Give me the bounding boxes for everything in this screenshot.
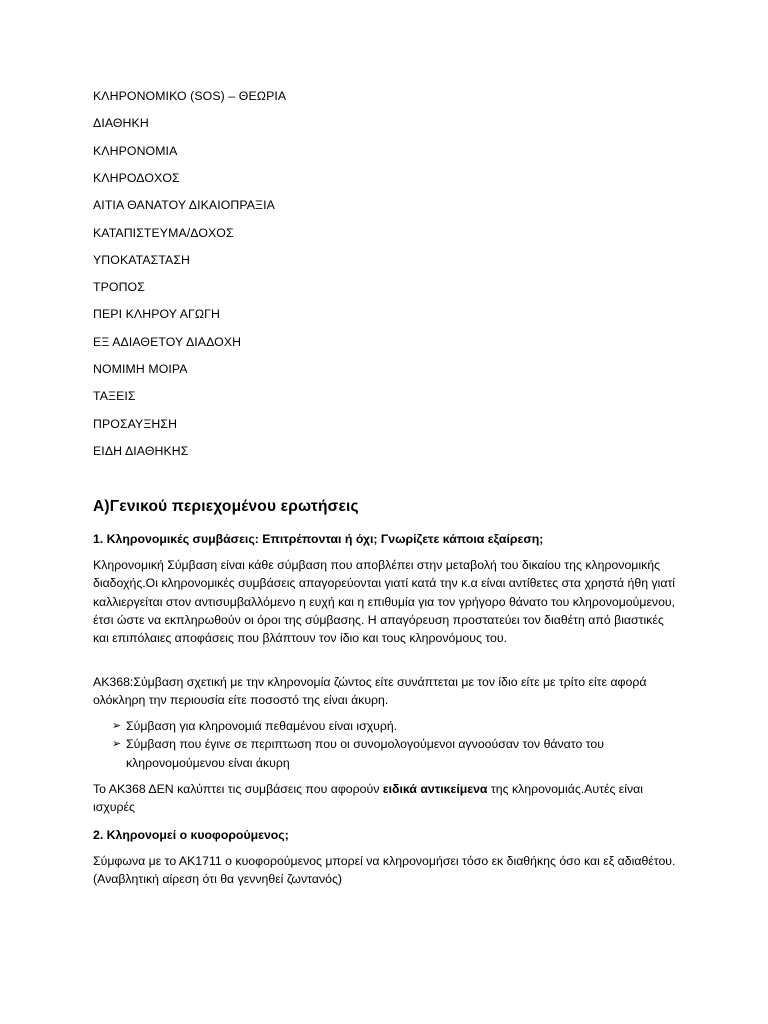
ak368-paragraph: ΑΚ368:Σύμβαση σχετική με την κληρονομία ζώντος είτε συνάπτεται με τον ίδιο είτε με τρίτο είτε αφορά ολόκληρη την περιουσία είτε ποσοστό της είναι άκυρη.: [93, 675, 647, 708]
topic-item: ΥΠΟΚΑΤΑΣΤΑΣΗ: [93, 253, 191, 267]
topic-item: ΚΛΗΡΟΔΟΧΟΣ: [93, 171, 180, 185]
bullet-text: Σύμβαση που έγινε σε περιπτωση που οι συνομολογούμενοι αγνοούσαν τον θάνατο του κληρονομούμενου είναι άκυρη: [126, 737, 604, 770]
topic-item: ΠΕΡΙ ΚΛΗΡΟΥ ΑΓΩΓΗ: [93, 307, 221, 321]
answer-2-paragraph: Σύμφωνα με το ΑΚ1711 ο κυοφορούμενος μπορεί να κληρονομήσει τόσο εκ διαθήκης όσο και εξ αδιαθέτου.(Αναβλητική αίρεση ότι θα γεννηθεί ζωντανός): [93, 854, 676, 887]
bullet-list: [93, 717, 681, 772]
list-item: [93, 735, 681, 772]
topic-item: ΤΡΟΠΟΣ: [93, 280, 145, 294]
topic-item: ΔΙΑΘΗΚΗ: [93, 116, 149, 130]
topic-item: ΤΑΞΕΙΣ: [93, 389, 136, 403]
list-item: [93, 717, 681, 735]
topic-item: ΑΙΤΙΑ ΘΑΝΑΤΟΥ ΔΙΚΑΙΟΠΡΑΞΙΑ: [93, 198, 275, 212]
arrow-bullet-icon: ➢: [112, 720, 122, 732]
arrow-bullet-icon: ➢: [112, 738, 122, 751]
answer-1-paragraph: Κληρονομική Σύμβαση είναι κάθε σύμβαση που αποβλέπει στην μεταβολή του δικαίου της κληρονομικής διαδοχής.Οι κληρονομικές συμβάσεις απαγορεύονται γιατί κατά την κ.α είναι αντίθετες στα χρηστά ήθη γιατί καλλιεργείται στον αντισυμβαλλόμενο η ευχή και η επιθυμία για τον γρήγορο θάνατο του κληρονομούμενου, έτσι ώστε να εκπληρωθούν οι όροι της σύμβασης. Η απαγόρευση προστατεύει τον διαθέτη από βιαστικές και επιπόλαιες αποφάσεις που βλάπτουν τον ίδιο και τους κληρονόμους του.: [93, 558, 676, 646]
paragraph-text: Το ΑΚ368 ΔΕΝ καλύπτει τις συμβάσεις που αφορούν: [93, 782, 383, 796]
topic-item: ΚΑΤΑΠΙΣΤΕΥΜΑ/ΔΟΧΟΣ: [93, 226, 234, 240]
question-2: 2. Κληρονομεί ο κυοφορούμενος;: [93, 828, 289, 842]
topic-item: ΕΞ ΑΔΙΑΘΕΤΟΥ ΔΙΑΔΟΧΗ: [93, 335, 242, 349]
paragraph-text: της κληρονομιάς.Αυτές είναι ισχυρές: [93, 782, 643, 815]
question-1: 1. Κληρονομικές συμβάσεις: Επιτρέπονται ή όχι; Γνωρίζετε κάποια εξαίρεση;: [93, 532, 544, 546]
topic-item: ΠΡΟΣΑΥΞΗΣΗ: [93, 417, 178, 431]
section-heading: Α)Γενικού περιεχομένου ερωτήσεις: [93, 498, 359, 515]
emphasis-text: ειδικά αντικείμενα: [382, 782, 488, 796]
topic-item: ΝΟΜΙΜΗ ΜΟΙΡΑ: [93, 362, 188, 376]
topic-item: ΚΛΗΡΟΝΟΜΙΑ: [93, 144, 178, 158]
bullet-text: Σύμβαση για κληρονομιά πεθαμένου είναι ισχυρή.: [126, 719, 398, 733]
topic-item: ΕΙΔΗ ΔΙΑΘΗΚΗΣ: [93, 444, 189, 458]
topic-title: ΚΛΗΡΟΝΟΜΙΚΟ (SOS) – ΘΕΩΡΙΑ: [93, 89, 287, 103]
special-objects-paragraph: [93, 780, 681, 817]
